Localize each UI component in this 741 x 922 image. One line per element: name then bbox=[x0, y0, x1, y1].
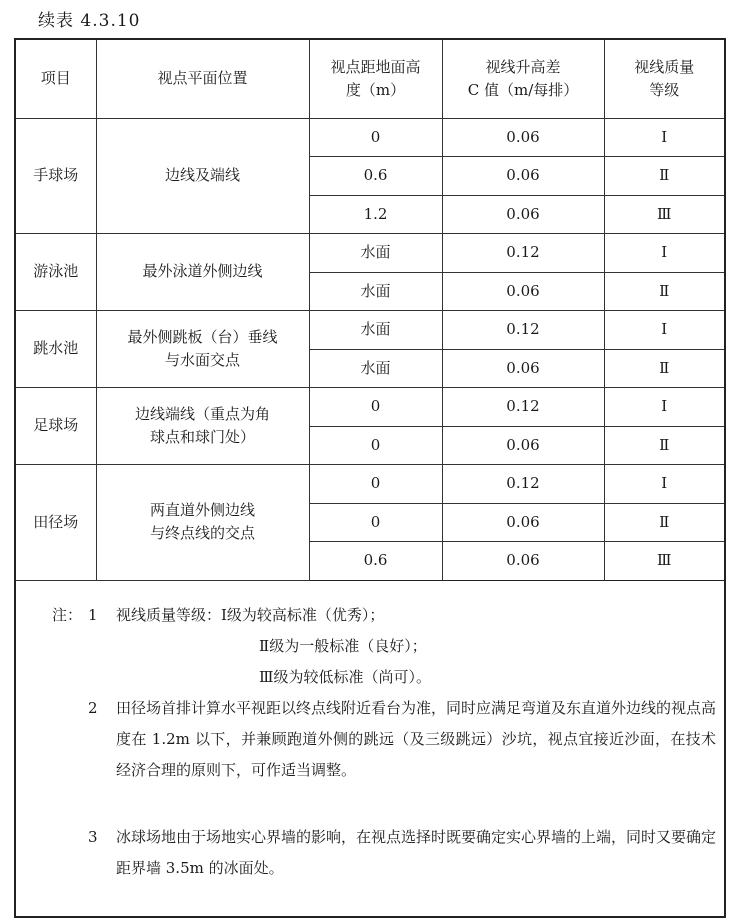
grade-cell: Ⅱ bbox=[604, 426, 724, 465]
header-height bbox=[309, 40, 442, 118]
rise-cell: 0.12 bbox=[442, 234, 604, 273]
table-row bbox=[16, 311, 724, 350]
table-row bbox=[16, 118, 724, 157]
project-cell: 游泳池 bbox=[16, 234, 96, 311]
rise-cell: 0.06 bbox=[442, 157, 604, 196]
rise-cell: 0.12 bbox=[442, 311, 604, 350]
grade-cell: Ⅲ bbox=[604, 542, 724, 581]
rise-cell: 0.06 bbox=[442, 272, 604, 311]
table-row bbox=[16, 465, 724, 504]
position-line: 最外泳道外侧边线 bbox=[142, 262, 263, 281]
table-caption: 续表 4.3.10 bbox=[38, 11, 141, 31]
position-line: 球点和球门处） bbox=[149, 428, 255, 446]
height-cell: 水面 bbox=[309, 311, 442, 350]
position-cell bbox=[96, 234, 309, 311]
position-cell bbox=[96, 388, 309, 465]
header-rise-line1: 视线升高差 bbox=[485, 57, 561, 76]
height-cell: 0.6 bbox=[309, 157, 442, 196]
rise-cell: 0.12 bbox=[442, 465, 604, 504]
header-rise-line2: C 值（m/每排） bbox=[467, 80, 579, 99]
grade-cell: Ⅰ bbox=[604, 465, 724, 504]
position-line: 边线及端线 bbox=[164, 166, 240, 185]
notes-label: 注： bbox=[52, 606, 83, 624]
header-height-line1: 视点距地面高 bbox=[330, 57, 421, 76]
height-cell: 1.2 bbox=[309, 195, 442, 234]
grade-cell: Ⅱ bbox=[604, 272, 724, 311]
project-cell: 跳水池 bbox=[16, 311, 96, 388]
header-project: 项目 bbox=[16, 40, 96, 118]
position-line: 两直道外侧边线 bbox=[149, 501, 255, 519]
position-line: 边线端线（重点为角 bbox=[134, 404, 270, 423]
rise-cell: 0.06 bbox=[442, 503, 604, 542]
position-line: 与水面交点 bbox=[164, 351, 240, 369]
height-cell: 0 bbox=[309, 388, 442, 427]
rise-cell: 0.06 bbox=[442, 118, 604, 157]
position-cell bbox=[96, 118, 309, 234]
header-quality-line1: 视线质量 bbox=[634, 57, 695, 76]
note-3-number: 3 bbox=[88, 828, 98, 846]
table-frame bbox=[14, 38, 726, 918]
grade-cell: Ⅰ bbox=[604, 388, 724, 427]
grade-cell: Ⅰ bbox=[604, 234, 724, 273]
position-cell bbox=[96, 465, 309, 581]
rise-cell: 0.06 bbox=[442, 542, 604, 581]
grade-cell: Ⅱ bbox=[604, 349, 724, 388]
note-1-line1: 视线质量等级：Ⅰ级为较高标准（优秀）； bbox=[116, 606, 385, 624]
project-cell: 足球场 bbox=[16, 388, 96, 465]
project-cell: 手球场 bbox=[16, 118, 96, 234]
rise-cell: 0.06 bbox=[442, 426, 604, 465]
project-cell: 田径场 bbox=[16, 465, 96, 581]
grade-cell: Ⅲ bbox=[604, 195, 724, 234]
header-height-line2: 度（m） bbox=[345, 80, 406, 99]
position-line: 与终点线的交点 bbox=[149, 524, 255, 543]
sightline-table bbox=[16, 40, 724, 581]
note-2-text: 田径场首排计算水平视距以终点线附近看台为准，同时应满足弯道及东直道外边线的视点高度在 1.2m 以下，并兼顾跑道外侧的跳远（及三级跳远）沙坑，视点宜接近沙面，在技术经济合理的原则下，可作适当调整。 bbox=[116, 699, 717, 779]
header-quality bbox=[604, 40, 724, 118]
table-row bbox=[16, 234, 724, 273]
height-cell: 0 bbox=[309, 118, 442, 157]
table-row bbox=[16, 388, 724, 427]
header-row bbox=[16, 40, 724, 118]
grade-cell: Ⅰ bbox=[604, 118, 724, 157]
height-cell: 水面 bbox=[309, 272, 442, 311]
header-position: 视点平面位置 bbox=[96, 40, 309, 118]
header-quality-line2: 等级 bbox=[649, 80, 680, 99]
grade-cell: Ⅰ bbox=[604, 311, 724, 350]
grade-cell: Ⅱ bbox=[604, 157, 724, 196]
height-cell: 水面 bbox=[309, 234, 442, 273]
note-1-line2: Ⅱ级为一般标准（良好）； bbox=[259, 637, 427, 655]
position-cell bbox=[96, 311, 309, 388]
rise-cell: 0.06 bbox=[442, 195, 604, 234]
header-rise bbox=[442, 40, 604, 118]
height-cell: 0 bbox=[309, 426, 442, 465]
height-cell: 0.6 bbox=[309, 542, 442, 581]
height-cell: 0 bbox=[309, 465, 442, 504]
height-cell: 水面 bbox=[309, 349, 442, 388]
note-1-number: 1 bbox=[88, 606, 98, 624]
grade-cell: Ⅱ bbox=[604, 503, 724, 542]
note-2-number: 2 bbox=[88, 699, 98, 717]
note-1-line3: Ⅲ级为较低标准（尚可）。 bbox=[259, 668, 431, 686]
rise-cell: 0.12 bbox=[442, 388, 604, 427]
rise-cell: 0.06 bbox=[442, 349, 604, 388]
height-cell: 0 bbox=[309, 503, 442, 542]
note-3-text: 冰球场地由于场地实心界墙的影响，在视点选择时既要确定实心界墙的上端，同时又要确定距界墙 3.5m 的冰面处。 bbox=[116, 828, 717, 877]
position-line: 最外侧跳板（台）垂线 bbox=[127, 327, 278, 346]
